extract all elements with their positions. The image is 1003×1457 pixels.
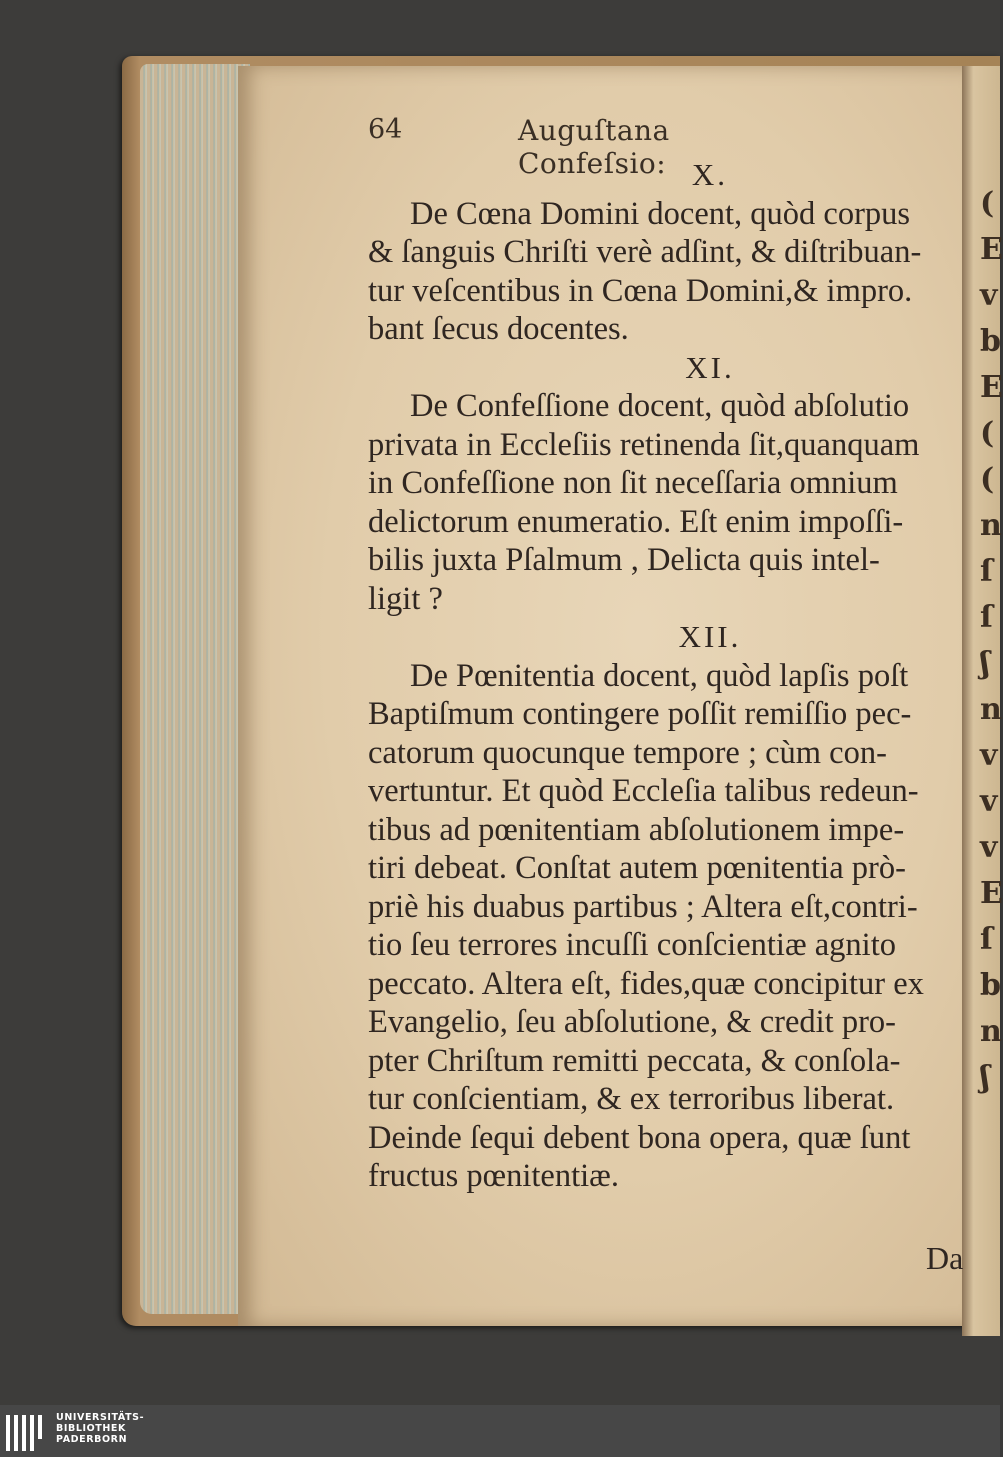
- adjacent-page-glyph: n: [980, 1014, 1002, 1049]
- logo-line: BIBLIOTHEK: [56, 1423, 126, 1434]
- text-line: Evangelio, ſeu abſolutione, & credit pro-: [368, 1004, 896, 1040]
- text-line: peccato. Altera eſt, fides,quæ concipitur ex: [368, 965, 924, 1002]
- adjacent-page-glyph: E: [980, 232, 1003, 267]
- catchword: Da: [926, 1240, 964, 1276]
- text-line: De Confeſſione docent, quòd abſolutio: [410, 388, 910, 424]
- adjacent-page-glyph: (: [980, 186, 995, 221]
- logo-line: UNIVERSITÄTS-: [56, 1412, 145, 1423]
- text-line: bant ſecus docentes.: [368, 311, 629, 347]
- logo-line: PADERBORN: [56, 1434, 128, 1445]
- text-line: privata in Eccleſiis retinenda ſit,quanquam: [368, 426, 920, 463]
- article-number: XI.: [685, 349, 735, 385]
- page-edges: [140, 64, 250, 1314]
- text-line: tur veſcentibus in Cœna Domini,& impro.: [368, 272, 913, 309]
- adjacent-page-glyph: v: [980, 830, 998, 865]
- adjacent-page-glyph: ʃ: [980, 646, 990, 681]
- text-line: bilis juxta Pſalmum , Delicta quis intel-: [368, 542, 880, 578]
- text-line: tur conſcientiam, & ex terroribus liberat.: [368, 1081, 895, 1117]
- adjacent-page-glyph: v: [980, 784, 998, 819]
- adjacent-page-glyph: ſ: [980, 554, 993, 589]
- adjacent-page-glyph: E: [980, 876, 1003, 911]
- text-line: Deinde ſequi debent bona opera, quæ ſunt: [368, 1119, 911, 1156]
- text-line: vertuntur. Et quòd Eccleſia talibus redeun-: [368, 773, 919, 809]
- page-number: 64: [368, 114, 403, 145]
- article-number: X.: [691, 157, 729, 192]
- adjacent-page-glyph: b: [980, 324, 1001, 359]
- adjacent-page-glyph: (: [980, 416, 995, 451]
- text-line: Baptiſmum contingere poſſit remiſſio pec-: [368, 696, 912, 732]
- text-line: fructus pœnitentiæ.: [368, 1158, 619, 1194]
- text-line: pter Chriſtum remitti peccata, & conſola-: [368, 1042, 901, 1079]
- page-header: [368, 114, 798, 180]
- library-footer: [0, 1405, 1000, 1457]
- adjacent-page-glyph: v: [980, 278, 998, 313]
- running-title: Auguſtana Confeſsio:: [518, 114, 670, 180]
- text-line: De Cœna Domini docent, quòd corpus: [410, 195, 911, 232]
- adjacent-page-glyph: n: [980, 508, 1002, 543]
- adjacent-page-glyph: (: [980, 462, 995, 497]
- page-body-text: [368, 156, 962, 1196]
- text-line: tiri debeat. Conſtat autem pœnitentia prò-: [368, 850, 906, 886]
- text-line: ligit ?: [368, 580, 443, 617]
- text-line: tibus ad pœnitentiam abſolutionem impe-: [368, 811, 905, 848]
- text-line: priè his duabus partibus ; Altera eſt,contri-: [368, 888, 918, 925]
- adjacent-page-glyph: n: [980, 692, 1002, 727]
- library-logo-text: [56, 1412, 144, 1445]
- adjacent-page-glyph: E: [980, 370, 1003, 405]
- text-line: catorum quocunque tempore ; cùm con-: [368, 734, 887, 771]
- adjacent-page-glyph: b: [980, 968, 1001, 1003]
- text-line: & ſanguis Chriſti verè adſint, & diſtribuan-: [368, 234, 922, 270]
- text-line: delictorum enumeratio. Eſt enim impoſſi-: [368, 503, 904, 540]
- adjacent-page-glyph: ſ: [980, 922, 993, 957]
- adjacent-page-glyph: v: [980, 738, 998, 773]
- text-line: De Pœnitentia docent, quòd lapſis poſt: [410, 657, 909, 694]
- article-number: XII.: [678, 619, 742, 654]
- library-logo-icon: [6, 1415, 46, 1451]
- text-line: tio ſeu terrores incuſſi conſcientiæ agnito: [368, 927, 896, 963]
- text-line: in Confeſſione non ſit neceſſaria omnium: [368, 465, 898, 501]
- adjacent-page-glyph: ſ: [980, 600, 993, 635]
- adjacent-page-strip: [962, 66, 1003, 1336]
- adjacent-page-glyph: ʃ: [980, 1060, 990, 1095]
